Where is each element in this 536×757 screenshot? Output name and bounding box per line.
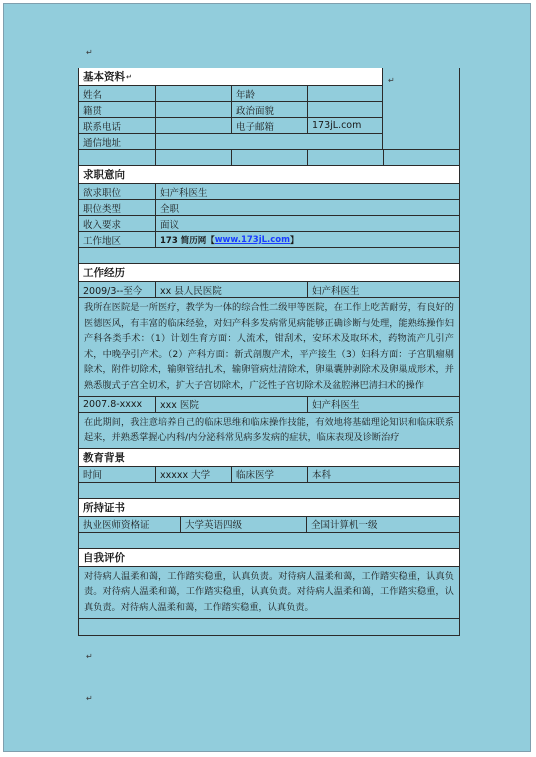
section-title: 教育背景 bbox=[79, 449, 459, 466]
blank-cell bbox=[79, 533, 459, 548]
position-value[interactable]: 妇产科医生 bbox=[155, 184, 459, 199]
edu-major: 临床医学 bbox=[231, 467, 307, 482]
area-label: 工作地区 bbox=[83, 235, 122, 247]
address-label: 通信地址 bbox=[83, 137, 122, 149]
row-position bbox=[79, 183, 459, 199]
row-phone-email bbox=[79, 117, 383, 133]
section-title: 所持证书 bbox=[79, 499, 459, 516]
blank-cell bbox=[155, 150, 231, 165]
address-value[interactable] bbox=[155, 134, 383, 149]
blank-cell bbox=[231, 150, 307, 165]
hometown-label: 籍贯 bbox=[83, 105, 103, 117]
job2-org: xxx 医院 bbox=[155, 397, 307, 412]
salary-label: 收入要求 bbox=[83, 219, 122, 231]
cell-mark: ↵ bbox=[126, 72, 132, 81]
type-value[interactable]: 全职 bbox=[155, 200, 459, 215]
email-value[interactable]: 173jL.com bbox=[307, 118, 383, 133]
row-blank bbox=[79, 247, 459, 263]
row-hometown-political bbox=[79, 101, 383, 117]
job1-date: 2009/3--至今 bbox=[83, 285, 143, 297]
cert-3: 全国计算机一级 bbox=[306, 517, 459, 532]
section-title: 工作经历 bbox=[79, 264, 459, 281]
section-header-experience bbox=[79, 263, 459, 281]
section-header-education bbox=[79, 448, 459, 466]
row-blank bbox=[79, 482, 459, 498]
paragraph-mark: ↵ bbox=[86, 652, 93, 661]
position-label: 欲求职位 bbox=[83, 187, 122, 199]
blank-cell bbox=[79, 248, 459, 263]
job2-role: 妇产科医生 bbox=[307, 397, 459, 412]
political-label: 政治面貌 bbox=[231, 102, 307, 117]
row-salary bbox=[79, 215, 459, 231]
photo-area bbox=[383, 85, 459, 167]
row-type bbox=[79, 199, 459, 215]
email-label: 电子邮箱 bbox=[231, 118, 307, 133]
paragraph-mark: ↵ bbox=[388, 76, 395, 85]
cert-1: 执业医师资格证 bbox=[83, 520, 150, 532]
row-job2 bbox=[79, 396, 459, 412]
row-education bbox=[79, 466, 459, 482]
job1-role: 妇产科医生 bbox=[307, 282, 459, 297]
blank-cell bbox=[79, 619, 459, 635]
blank-cell bbox=[79, 150, 155, 165]
job2-description: 在此期间，我注意培养自己的临床思维和临床操作技能，有效地将基础理论知识和临床联系起来，并熟悉掌握心内科/内分泌科常见病多发病的症状，临床表现及诊断治疗 bbox=[84, 416, 454, 444]
phone-label: 联系电话 bbox=[83, 121, 122, 133]
phone-value[interactable] bbox=[155, 118, 231, 133]
age-label: 年龄 bbox=[231, 86, 307, 101]
blank-cell bbox=[307, 150, 383, 165]
edu-school: xxxxx 大学 bbox=[155, 467, 231, 482]
name-label: 姓名 bbox=[83, 89, 103, 101]
area-suffix: 】 bbox=[289, 235, 299, 246]
blank-cell bbox=[79, 483, 459, 498]
paragraph-mark: ↵ bbox=[86, 694, 93, 703]
row-area bbox=[79, 231, 459, 247]
self-evaluation-text: 对待病人温柔和蔼，工作踏实稳重，认真负责。对待病人温柔和蔼，工作踏实稳重，认真负责。对待病人温柔和蔼，工作踏实稳重，认真负责。对待病人温柔和蔼，工作踏实稳重，认真负责。对待病人温柔和蔼，工作踏实稳重，认真负责。 bbox=[84, 570, 454, 613]
paragraph-mark: ↵ bbox=[86, 48, 93, 57]
row-job1 bbox=[79, 281, 459, 297]
job1-description: 我所在医院是一所医疗，教学为一体的综合性二级甲等医院，在工作上吃苦耐劳，有良好的医德医风，有丰富的临床经验，对妇产科多发病常见病能够正确诊断与处理，能熟练操作妇产科各类手术：（1）计划生育方面：人流术，钳刮术，安环术及取环术，药物流产几引产术，中晚孕引产术。（2）产科方面：新式剖腹产术，平产接生（3）妇科方面：子宫肌瘤剔除术，附件切除术，输卵管结扎术，输卵管病灶清除术，卵巢囊肿剥除术及卵巢成形术，并熟悉腹式子宫全切术，扩大子宫切除术，广泛性子宫切除术及盆腔淋巴清扫术的操作 bbox=[84, 302, 454, 391]
political-value[interactable] bbox=[307, 102, 383, 117]
row-self-eval bbox=[79, 566, 459, 618]
hometown-value[interactable] bbox=[155, 102, 231, 117]
row-blank bbox=[79, 618, 459, 635]
edu-time-label: 时间 bbox=[83, 470, 103, 482]
section-header-self bbox=[79, 548, 459, 566]
cert-2: 大学英语四级 bbox=[180, 517, 306, 532]
name-value[interactable] bbox=[155, 86, 231, 101]
job1-org: xx 县人民医院 bbox=[155, 282, 307, 297]
section-title: 基本资料 bbox=[83, 71, 125, 83]
row-job2-desc bbox=[79, 412, 459, 448]
edu-degree: 本科 bbox=[307, 467, 459, 482]
section-header-certs bbox=[79, 498, 459, 516]
area-link[interactable]: www.173jL.com bbox=[214, 234, 290, 245]
row-address bbox=[79, 133, 383, 149]
salary-value[interactable]: 面议 bbox=[155, 216, 459, 231]
row-blank bbox=[79, 532, 459, 548]
row-name-age bbox=[79, 85, 383, 101]
row-certs bbox=[79, 516, 459, 532]
row-job1-desc bbox=[79, 297, 459, 396]
section-header-intent bbox=[79, 165, 459, 183]
section-title: 求职意向 bbox=[79, 166, 459, 183]
age-value[interactable] bbox=[307, 86, 383, 101]
resume-table bbox=[78, 68, 460, 636]
job2-date: 2007.8-xxxx bbox=[83, 398, 143, 410]
area-prefix: 173 简历网【 bbox=[160, 235, 215, 246]
section-title: 自我评价 bbox=[79, 549, 459, 566]
area-value[interactable] bbox=[155, 232, 459, 247]
section-header-basic bbox=[79, 68, 383, 85]
type-label: 职位类型 bbox=[83, 203, 122, 215]
